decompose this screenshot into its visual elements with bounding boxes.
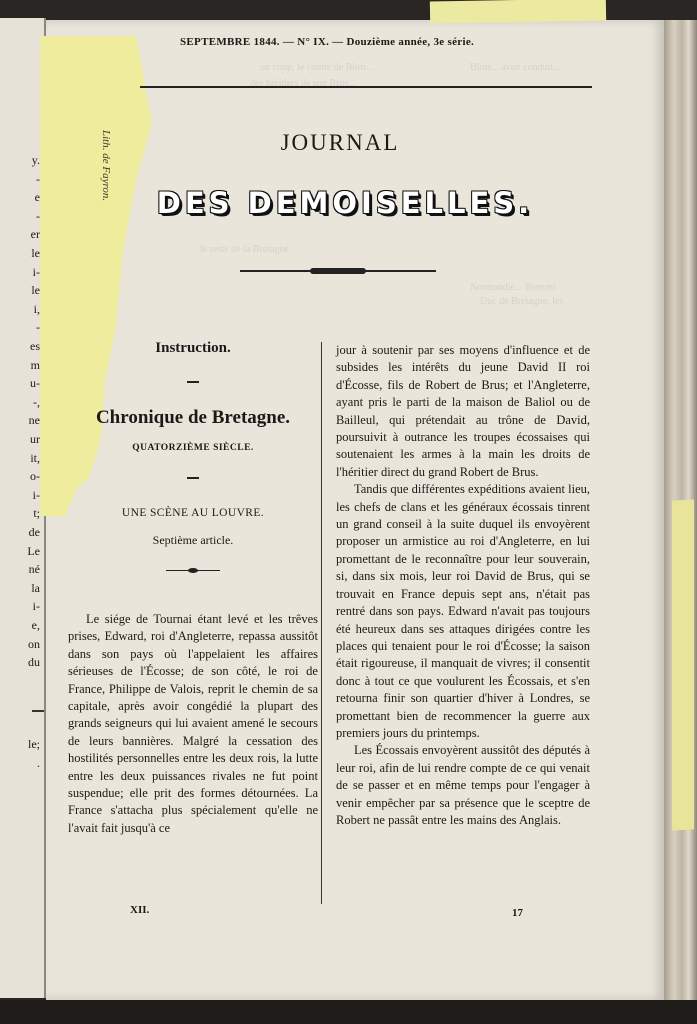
article-title: Chronique de Bretagne.: [95, 407, 291, 428]
left-page-rule: [32, 710, 44, 712]
left-page-text-fragment: it,: [30, 450, 40, 465]
left-page-text-fragment: e,: [31, 618, 40, 632]
left-page-text-fragment: o-: [30, 469, 40, 484]
left-page-text-fragment: le;: [28, 737, 40, 752]
left-page-text-fragment: t;: [33, 506, 40, 521]
body-paragraph: Les Écossais envoyèrent aussitôt des députés à leur roi, afin de lui rendre compte de ce qui venait de se passer et en même temps pour l'engager à venir empêcher par sa présence que le sceptre de Robert ne passât entre les mains des Anglais.: [336, 743, 590, 827]
left-page-text-fragment: m: [30, 357, 40, 372]
scanner-bed: [0, 1000, 697, 1024]
bleed-through-text: Normandie... Bretons: [470, 282, 557, 293]
left-page-text-fragment: ne: [28, 413, 40, 428]
scene-title: UNE SCÈNE AU LOUVRE.: [121, 507, 265, 519]
left-page-text-fragment: e: [34, 190, 40, 205]
left-page-text-fragment: né: [28, 562, 40, 577]
column-rule: [321, 342, 322, 904]
separator-dash: [187, 381, 199, 383]
century-subtitle: QUATORZIÈME SIÈCLE.: [132, 443, 254, 453]
left-page-text-fragment: on: [28, 636, 40, 651]
body-paragraph: Le siége de Tournai étant levé et les trêves prises, Edward, roi d'Angleterre, repassa aussitôt dans son pays où l'appelaient les affaires sérieuses de l'Écosse; de son côté, le roi de France, Philippe de Valois, reprit le chemin de sa capitale, après avoir congédié la plupart des grands seigneurs qui lui avaient amené le secours de leurs bannières. Malgré la cessation des hostilités personnelles entre les deux rois, la lutte entre les deux puissances rivales ne fut point suspendue; elle prit des formes détournées. La France s'attacha plus spécialement qu'elle ne l'avait fait jusqu'à ce: [68, 612, 318, 835]
left-page-text-fragment: .: [37, 755, 40, 770]
left-page-text-fragment: u-: [30, 376, 40, 391]
left-page-text-fragment: du: [28, 655, 40, 670]
left-page-text-fragment: le: [31, 246, 40, 260]
masthead-journal: JOURNAL: [280, 130, 400, 155]
body-paragraph: jour à soutenir par ses moyens d'influence et de subsides les intérêts du jeune David II roi d'Écosse, fils de Robert de Brus; et l'Angleterre, ayant pris le parti de la maison de Baliol ou de Bailleul, qui prétendait au trône de David, poursuivit à outrance les troupes écossaises qui soutenaient les armes à la main les droits de l'héritier direct du grand Robert de Brus.: [336, 343, 590, 479]
left-facing-page: [0, 18, 46, 998]
left-page-text-fragment: de: [28, 525, 40, 539]
bleed-through-text: Duc de Bretagne, les: [480, 296, 564, 307]
left-page-text-fragment: y.: [31, 153, 40, 167]
masthead-ornament: [240, 270, 436, 272]
left-page-text-fragment: la: [31, 580, 40, 595]
fleuron-ornament: [166, 570, 220, 571]
left-page-text-fragment: -: [36, 320, 40, 335]
left-page-text-fragment: le: [31, 283, 40, 298]
left-page-text-fragment: ur: [30, 432, 40, 446]
bleed-through-text: un coup, le comte de Blois...: [260, 62, 375, 73]
masthead-demoiselles: DES DEMOISELLES.: [156, 186, 534, 220]
left-page-text-fragment: i,: [33, 301, 40, 316]
separator-dash: [187, 477, 199, 479]
left-page-text-fragment: -: [36, 208, 40, 223]
left-page-text-fragment: i-: [32, 487, 40, 502]
left-page-text-fragment: -: [36, 171, 40, 186]
section-heading: Instruction.: [155, 340, 231, 356]
left-page-text-fragment: i-: [32, 264, 40, 279]
yellow-top-tab: [430, 0, 606, 24]
header-rule: [140, 86, 592, 88]
page-number: 17: [512, 907, 523, 919]
left-page-text-fragment: er: [30, 227, 40, 242]
left-column: [68, 340, 318, 837]
left-page-text-fragment: i-: [32, 599, 40, 614]
left-page-text-fragment: es: [30, 339, 40, 353]
left-page-text-fragment: -,: [33, 394, 40, 409]
signature-mark: XII.: [130, 904, 150, 916]
body-paragraph: Tandis que différentes expéditions avaient lieu, les chefs de clans et les généraux écossais tinrent un grand conseil à la suite duquel ils envoyèrent proposer un armistice au roi d'Angleterre, en lui promettant de le reconnaître pour leur souverain, si, dans six mois, leur roi David de Brus, qui se trouvait en France depuis sept ans, n'était pas rentré dans son pays. Edward n'avait pas toujours été heureux dans ses attaques dirigées contre les places qui tenaient pour le roi d'Écosse; la saison était rigoureuse, il manquait de vivres; il consentit donc à tout ce que voulurent les Écossais, et s'en retourna finir son quartier d'hiver à Londres, se promettant bien de recommencer la guerre aux premiers jours du printemps.: [336, 482, 590, 740]
yellow-edge-tab: [672, 499, 694, 830]
bleed-through-text: des héritiers de son Brus...: [250, 78, 356, 89]
issue-header: SEPTEMBRE 1844. — N° IX. — Douzième année, 3e série.: [180, 36, 475, 48]
left-page-text-fragment: Le: [27, 543, 40, 558]
bleed-through-text: Blois... avait conduit...: [470, 62, 561, 73]
right-column: [336, 342, 590, 829]
article-number: Septième article.: [152, 533, 234, 547]
lithograph-credit: Lith. de Fayron.: [100, 130, 112, 202]
bleed-through-text: le reste de la Bretagne: [200, 244, 289, 255]
